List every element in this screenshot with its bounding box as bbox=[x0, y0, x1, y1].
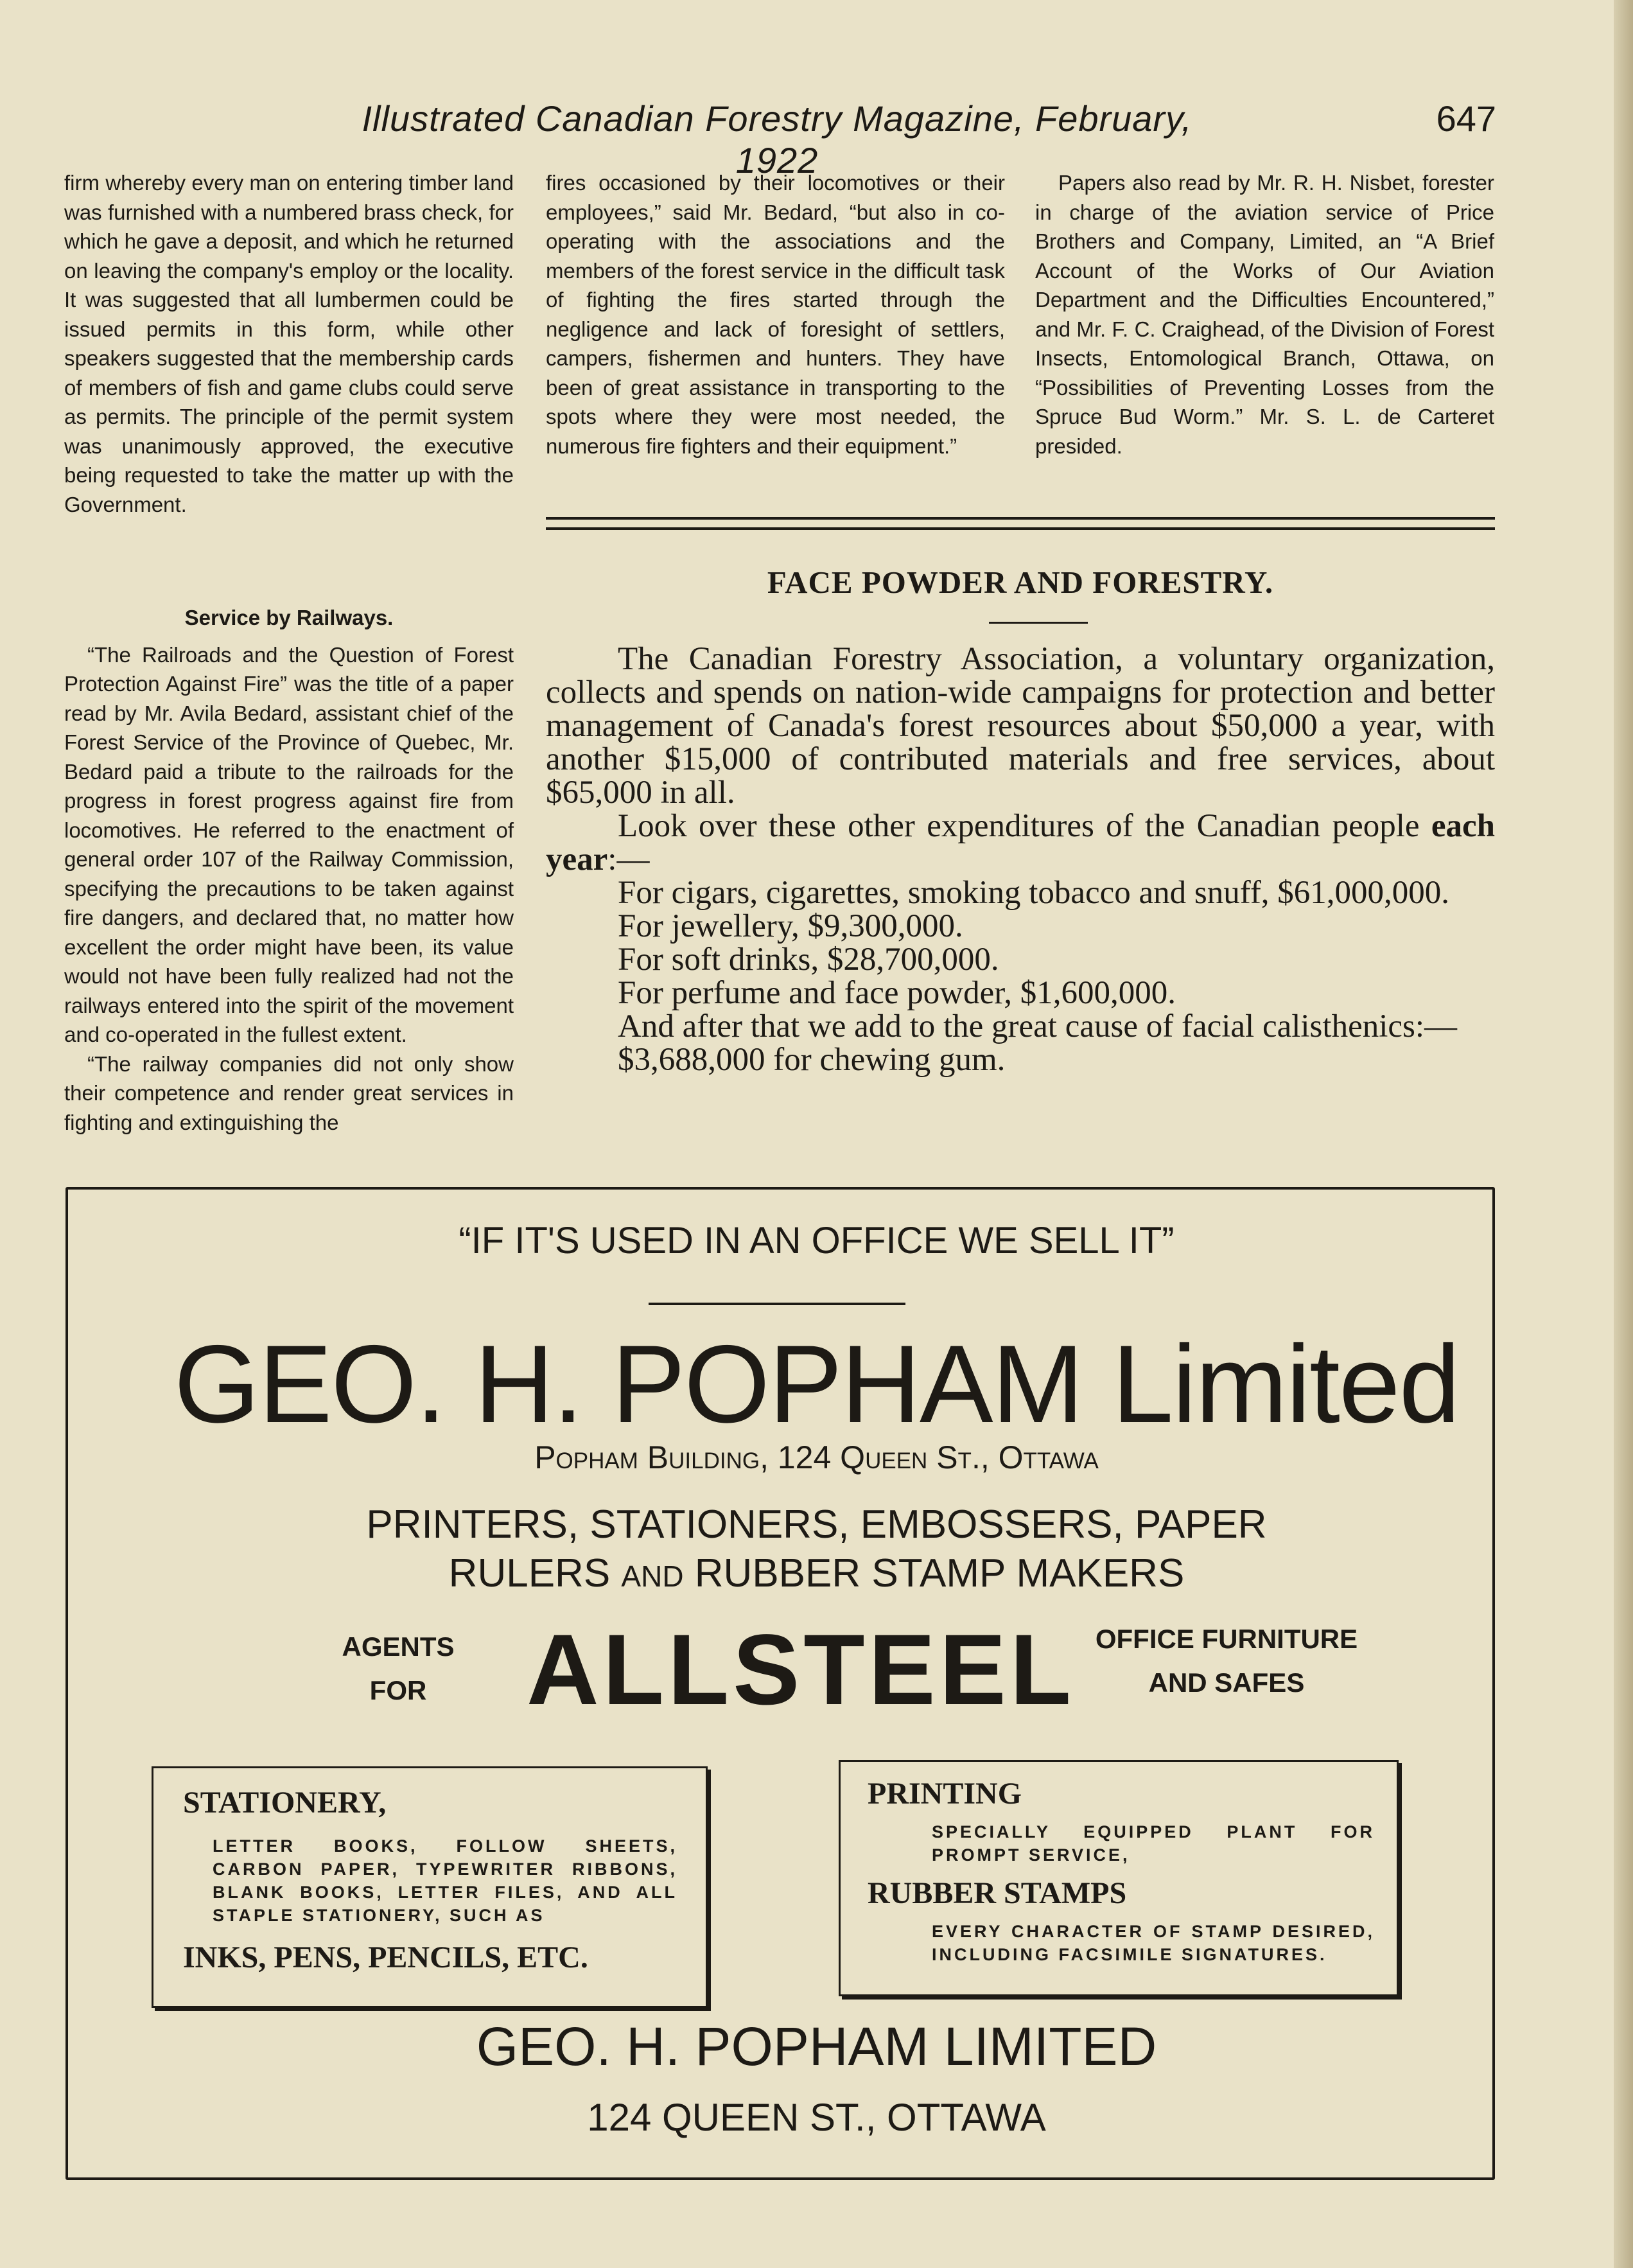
ad-services-line: PRINTERS, STATIONERS, EMBOSSERS, PAPER bbox=[366, 1502, 1267, 1547]
ad-rule bbox=[649, 1303, 905, 1305]
ad-address: Popham Building, 124 Queen St., Ottawa bbox=[534, 1439, 1099, 1475]
face-powder-paragraph: The Canadian Forestry Association, a voluntary organization, collects and spends on nation-wide campaigns for protection and better management of Canada's forest resources about $50,000 a year, with another $15,000 of contributed materials and free services, about $65,000 in all. bbox=[546, 641, 1495, 811]
agents-line: FOR bbox=[369, 1675, 427, 1705]
article-column-2 bbox=[546, 168, 1005, 461]
ad-services-line bbox=[0, 1549, 1633, 1601]
title-rule bbox=[989, 622, 1088, 624]
agents-line: AGENTS bbox=[342, 1631, 455, 1662]
printing-text: SPECIALLY EQUIPPED PLANT FOR PROMPT SERVICE, bbox=[932, 1822, 1375, 1865]
ad-footer-address: 124 QUEEN ST., OTTAWA bbox=[587, 2096, 1046, 2139]
services-text: RUBBER STAMP MAKERS bbox=[683, 1551, 1185, 1596]
office-line: AND SAFES bbox=[1148, 1667, 1305, 1698]
article-column-1-bottom bbox=[64, 594, 514, 1137]
expenditure-item: For soft drinks, $28,700,000. bbox=[618, 942, 999, 978]
article-paragraph: “The Railroads and the Question of Forest Protection Against Fire” was the title of a paper read by Mr. Avila Bedard, assistant chief of the Forest Service of the Province of Quebec, Mr. Bedard paid a tribute to the railroads for the progress in forest progress against fire from locomotives. He referred to the enactment of general order 107 of the Railway Commission, specifying the precautions to be taken against fire dangers, and declared that, no matter how excellent the order might have been, its value would not have been fully realized had not the railways entered into the spirit of the movement and co-operated in the fullest extent. bbox=[64, 642, 514, 1046]
expenditure-item: For perfume and face powder, $1,600,000. bbox=[618, 975, 1176, 1011]
face-powder-title: FACE POWDER AND FORESTRY. bbox=[767, 565, 1274, 600]
article-subheading: Service by Railways. bbox=[184, 606, 394, 629]
services-text: RULERS bbox=[448, 1551, 622, 1596]
rubber-stamps-text: EVERY CHARACTER OF STAMP DESIRED, INCLUDING FACSIMILE SIGNATURES. bbox=[932, 1922, 1375, 1964]
page-number: 647 bbox=[1436, 98, 1496, 139]
stationery-text: LETTER BOOKS, FOLLOW SHEETS, CARBON PAPER, TYPEWRITER RIBBONS, BLANK BOOKS, LETTER FILES, AND ALL STAPLE STATIONERY, SUCH AS bbox=[213, 1836, 677, 1925]
para-text: :— bbox=[607, 841, 650, 877]
running-header: Illustrated Canadian Forestry Magazine, February, 1922 bbox=[362, 98, 1192, 180]
rubber-stamps-title: RUBBER STAMPS bbox=[868, 1876, 1127, 1910]
section-divider bbox=[546, 517, 1495, 530]
article-paragraph: “The railway companies did not only show their competence and render great services in fighting and extinguishing the bbox=[64, 1051, 514, 1134]
ad-footer-name: GEO. H. POPHAM LIMITED bbox=[476, 2016, 1157, 2077]
stationery-bottom: INKS, PENS, PENCILS, ETC. bbox=[183, 1940, 588, 1974]
ad-services bbox=[0, 1500, 1633, 1601]
face-powder-body bbox=[546, 642, 1495, 1077]
expenditure-item: $3,688,000 for chewing gum. bbox=[618, 1042, 1006, 1078]
article-column-1-top bbox=[64, 168, 514, 519]
printing-title: PRINTING bbox=[868, 1777, 1022, 1811]
ad-brand-allsteel: ALLSTEEL bbox=[527, 1614, 1075, 1726]
services-text-small: AND bbox=[621, 1560, 684, 1593]
face-powder-paragraph bbox=[546, 809, 1495, 876]
stationery-title: STATIONERY, bbox=[183, 1786, 387, 1820]
article-paragraph: fires occasioned by their locomotives or their employees,” said Mr. Bedard, “but also in co-operating with the associations and the members of the forest service in the difficult task of fighting the fires started through the negligence and lack of foresight of settlers, campers, fishermen and hunters. They have been of great assistance in transporting to the spots where they were most needed, the numerous fire fighters and their equipment.” bbox=[546, 171, 1005, 458]
article-column-3 bbox=[1035, 168, 1494, 461]
para-emphasis: each year bbox=[546, 808, 1495, 877]
printing-box bbox=[839, 1760, 1399, 1996]
expenditure-item: For jewellery, $9,300,000. bbox=[618, 908, 963, 944]
article-paragraph: firm whereby every man on entering timber land was furnished with a numbered brass check, for which he gave a deposit, and which he returned on leaving the company's employ or the locality. It was suggested that all lumbermen could be issued permits in this form, while other speakers suggested that the membership cards of members of fish and game clubs could serve as permits. The principle of the permit system was unanimously approved, the executive being requested to take the matter up with the Government. bbox=[64, 171, 514, 516]
ad-agents-for bbox=[321, 1625, 475, 1712]
expenditure-item: For cigars, cigarettes, smoking tobacco and snuff, $61,000,000. bbox=[618, 875, 1450, 911]
para-text: Look over these other expenditures of the Canadian people bbox=[618, 808, 1431, 844]
office-line: OFFICE FURNITURE bbox=[1095, 1624, 1358, 1654]
face-powder-paragraph: And after that we add to the great cause of facial calisthenics:— bbox=[618, 1008, 1458, 1044]
ad-company-name: GEO. H. POPHAM Limited bbox=[173, 1323, 1460, 1446]
page-binding-edge bbox=[1614, 0, 1633, 2268]
ad-office-furniture bbox=[1079, 1617, 1374, 1705]
article-paragraph: Papers also read by Mr. R. H. Nisbet, forester in charge of the aviation service of Price Brothers and Company, Limited, an “A Brief Account of the Works of Our Aviation Department and the Difficulties Encountered,” and Mr. F. C. Craighead, of the Division of Forest Insects, Entomological Branch, Ottawa, on “Possibilities of Preventing Losses from the Spruce Bud Worm.” Mr. S. L. de Carteret presided. bbox=[1035, 171, 1494, 458]
ad-slogan: “IF IT'S USED IN AN OFFICE WE SELL IT” bbox=[458, 1220, 1175, 1261]
stationery-box bbox=[152, 1766, 708, 2008]
